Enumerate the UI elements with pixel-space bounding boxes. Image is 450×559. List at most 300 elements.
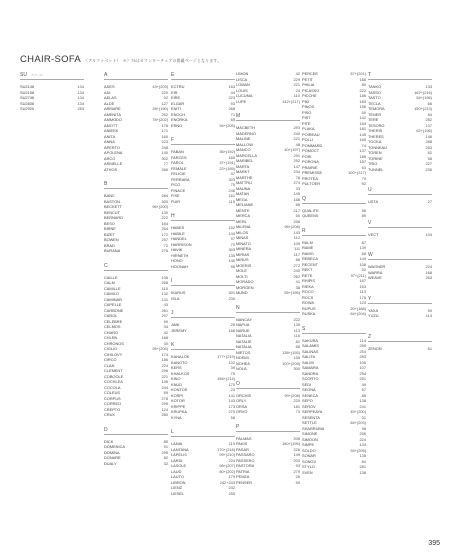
page-reference: 98	[361, 425, 366, 431]
product-name: ROCS	[302, 294, 314, 300]
page-reference: 222	[359, 87, 366, 93]
product-name: FUIR	[171, 198, 181, 204]
page-reference: 284	[161, 193, 168, 198]
product-name: KYNA	[171, 414, 182, 420]
page-reference: 25	[230, 322, 235, 327]
product-name: YUZU	[368, 313, 379, 318]
page-reference: 150+(213)	[414, 106, 432, 111]
page-reference: 173	[228, 403, 235, 409]
product-name: EIRE	[171, 95, 181, 100]
product-name: TASTO	[368, 95, 381, 100]
product-name: AMMODO	[104, 117, 122, 122]
product-name: BASTON	[104, 198, 120, 204]
page-reference: 178	[161, 122, 168, 128]
page-reference: 44	[230, 89, 235, 95]
product-name: YAXA	[368, 307, 379, 313]
index-section	[104, 71, 168, 172]
page-reference: 20+(188)	[350, 305, 366, 311]
page-reference: 91	[163, 444, 168, 449]
product-name: SU2920	[20, 106, 35, 111]
product-name: PENSER	[236, 479, 252, 485]
product-name: SALAMIS	[302, 343, 319, 348]
page-reference: 28+(190)	[152, 106, 168, 111]
page-reference: 144	[228, 230, 235, 236]
product-name: TEMORA	[368, 106, 385, 111]
page-reference: 264	[161, 226, 168, 231]
page-reference: 76	[295, 174, 300, 180]
section-letter-heading: C	[104, 262, 168, 271]
page-reference: 139	[359, 245, 366, 250]
index-section	[368, 219, 432, 238]
index-column-5	[302, 71, 366, 475]
product-name: PRAIRIE	[302, 164, 318, 170]
section-letter-heading: M	[236, 112, 300, 121]
page-reference: 132	[161, 291, 168, 296]
page-reference: 63	[361, 164, 366, 170]
index-entry	[368, 199, 432, 205]
page-reference: 299	[161, 401, 168, 406]
page-reference: 37+(191)	[219, 160, 235, 165]
index-section	[171, 309, 235, 333]
page-reference: 36+(192)	[219, 149, 235, 154]
product-name: ADI	[104, 89, 111, 95]
section-letter-heading: R	[302, 227, 366, 236]
product-name: CAPELLE	[104, 302, 122, 307]
page-reference: 107	[359, 365, 366, 370]
product-name: MIRIAS	[236, 251, 250, 257]
product-name: KOTOR	[171, 398, 185, 403]
product-name: LISCA	[236, 76, 248, 82]
product-name: FERRARA	[171, 176, 190, 182]
page-reference: 136+(193)	[282, 349, 300, 355]
product-name: TOCKA	[368, 139, 382, 144]
page-reference: 186	[359, 76, 366, 82]
product-name: ORVO	[236, 409, 248, 414]
page-reference: 110	[293, 93, 300, 98]
product-name: MALLOW	[236, 141, 253, 147]
page-reference: 47	[230, 171, 235, 176]
product-name: MEGA	[236, 196, 248, 202]
product-name: PREMISSE	[302, 170, 323, 175]
page-reference: 223	[161, 139, 168, 144]
product-name: CAILLE	[104, 274, 118, 280]
index-entry	[236, 366, 300, 372]
product-name: COBOOLE	[104, 373, 124, 379]
page-reference: 57	[361, 387, 366, 392]
page-reference: 77	[163, 161, 168, 166]
page-reference: 127	[161, 100, 168, 106]
product-name: CIGLIO	[104, 346, 118, 351]
page-reference: 283	[77, 106, 84, 111]
page-reference: 181	[293, 403, 300, 409]
index-section	[368, 333, 432, 352]
page-reference: 71	[230, 111, 235, 117]
section-letter-heading: E	[171, 71, 235, 80]
product-name: REKT	[302, 267, 313, 272]
product-name: FELICIE	[171, 171, 186, 176]
product-name: MOLTI	[236, 273, 248, 279]
product-name: PICCHE	[302, 93, 317, 98]
page-reference: 144	[359, 256, 366, 261]
page-reference: 134	[77, 100, 84, 106]
page-reference: 80+(202)	[219, 468, 235, 474]
page-reference: 223	[228, 95, 235, 100]
index-entry	[236, 480, 300, 486]
index-section	[302, 325, 366, 476]
product-name: PIST	[302, 115, 311, 120]
page-reference: 186	[359, 93, 366, 98]
section-letter-heading: SU スツール	[20, 71, 84, 80]
product-name: SIMOON	[302, 436, 318, 442]
page-reference: 254	[359, 348, 366, 354]
product-name: PORONA	[302, 159, 319, 164]
product-name: PITE	[302, 120, 311, 126]
page-reference: 256	[359, 431, 366, 436]
product-name: PALMAS	[236, 435, 252, 441]
subtitle-text: （アルファベット） ※）75はカウンターチェアの掲載ページとなります。	[84, 59, 222, 63]
product-name: CIRCO	[104, 357, 117, 362]
page-reference: 181	[359, 126, 366, 131]
product-name: ERNO	[171, 122, 183, 128]
page-number: 395	[428, 540, 440, 547]
product-name: BIZET	[104, 231, 116, 237]
product-name: APOLENA	[104, 150, 123, 155]
product-name: PAKIS	[236, 441, 248, 446]
page-reference: 78+(202)	[152, 117, 168, 122]
page-reference: 230	[228, 295, 235, 301]
product-name: MORGEN	[236, 284, 254, 290]
index-entry	[171, 415, 235, 421]
page-reference: 89	[361, 213, 366, 218]
page-reference: 64+(204)	[350, 311, 366, 316]
product-name: LIBRON	[171, 479, 186, 485]
product-name: APERTO	[104, 144, 120, 150]
page-reference: 203	[293, 457, 300, 463]
page-reference: 114	[359, 337, 366, 343]
page-reference: 70	[230, 182, 235, 187]
product-name: RUPUS	[302, 305, 316, 311]
product-name: SESENTA	[302, 414, 320, 420]
product-name: KERS	[171, 365, 182, 370]
product-name: WARRA	[368, 269, 383, 275]
product-name: QUALITE	[302, 207, 319, 213]
page-reference: 40+(197)	[284, 147, 300, 152]
page-reference: 174	[161, 351, 168, 357]
product-name: RAMO	[302, 250, 314, 256]
page-reference: 164	[161, 220, 168, 226]
page-reference: 130	[161, 209, 168, 215]
product-name: LOMAN	[236, 82, 250, 87]
product-name: BENCUT	[104, 209, 120, 215]
page-reference: 68	[361, 250, 366, 256]
index-entry	[368, 275, 432, 281]
page-reference: 224	[228, 457, 235, 463]
index-entry	[302, 311, 366, 317]
product-name: TORINE	[368, 155, 383, 161]
page-reference: 272	[293, 262, 300, 268]
page-reference: 172	[161, 231, 168, 237]
product-name: JEREMY	[171, 327, 187, 333]
product-name: RUSKA	[302, 311, 316, 316]
product-name: LAUD	[171, 468, 182, 474]
product-name: CRUX	[104, 412, 116, 417]
page-reference: 24	[295, 87, 300, 93]
product-name: MINATO	[236, 240, 251, 246]
page-reference: 110	[161, 285, 168, 291]
page-reference: 303	[228, 247, 235, 252]
page-reference: 175	[359, 294, 366, 300]
page-reference: 168	[425, 269, 432, 275]
page-reference: 161	[228, 193, 235, 198]
product-name: TUNNEL	[368, 166, 384, 172]
page-reference: 87	[361, 239, 366, 245]
page-reference: 111	[294, 246, 300, 251]
product-name: CAMILO	[104, 291, 119, 296]
product-name: POMMARD	[302, 142, 323, 148]
page-reference: 92	[361, 181, 366, 186]
page-reference: 224	[359, 436, 366, 442]
page-reference: 50	[361, 109, 366, 115]
page-reference: 104	[425, 231, 432, 237]
page-reference: 249	[293, 130, 300, 136]
index-entry	[104, 461, 168, 467]
page-reference: 99+(208)	[284, 392, 300, 398]
page-reference: 241	[359, 403, 366, 409]
product-name: SALMI	[302, 359, 314, 365]
page-reference: 41	[295, 279, 300, 284]
product-name: TASSO	[368, 89, 381, 95]
product-name: PETIT	[302, 76, 314, 82]
page-reference: 168	[228, 327, 235, 333]
section-subheading: スツール	[30, 73, 43, 77]
product-name: SERPEAYA	[302, 409, 323, 414]
product-name: SEPO	[302, 398, 313, 403]
product-name: SEROV	[302, 403, 316, 409]
product-name: SAKURA	[302, 337, 318, 343]
product-name: EIR	[171, 89, 178, 95]
index-entry	[171, 328, 235, 334]
product-name: ENITI	[171, 106, 181, 111]
product-name: MATTRU	[236, 180, 252, 185]
page-reference: 124	[359, 300, 366, 305]
section-letter-heading: A	[104, 71, 168, 80]
product-name: MUND	[236, 290, 248, 295]
page-reference: 232	[228, 485, 235, 490]
page-reference: 94+(205)	[350, 447, 366, 453]
page-reference: 160	[161, 133, 168, 139]
index-entry	[302, 470, 366, 476]
page-reference: 261	[161, 307, 168, 313]
product-name: HABILE	[171, 230, 185, 236]
product-name: ELGAR	[171, 100, 185, 106]
index-entry	[302, 181, 366, 187]
page-reference: 295	[359, 343, 366, 348]
index-section	[171, 212, 235, 269]
page-reference: 64+(203)	[350, 420, 366, 425]
product-name: PULTOER	[302, 181, 321, 186]
product-name: SANDRA	[302, 370, 319, 376]
page-reference: 94+(205)	[219, 122, 235, 128]
page-reference: 85	[163, 438, 168, 444]
page-reference: 156+(214)	[217, 376, 235, 381]
page-reference: 147	[293, 163, 300, 169]
page-reference: 251	[359, 376, 366, 381]
page-reference: 145	[293, 191, 300, 196]
page-reference: 268	[161, 280, 168, 285]
page-reference: 96+(200)	[152, 204, 168, 209]
page-reference: 81	[295, 338, 300, 344]
product-name: SCORTO	[302, 376, 319, 381]
index-column-4	[236, 71, 300, 485]
page-reference: 54+(196)	[416, 95, 432, 100]
product-name: ORCHIS	[236, 392, 252, 398]
index-section	[236, 71, 300, 104]
product-name: PASAR	[236, 446, 249, 452]
index-column-2	[104, 71, 168, 466]
product-name: SU2146	[20, 84, 35, 89]
page-reference: 79	[361, 175, 366, 181]
page-reference: 300	[161, 198, 168, 204]
page-reference: 22+(189)	[219, 165, 235, 171]
page-reference: 297	[161, 313, 168, 318]
index-section	[171, 136, 235, 204]
product-name: CHRONOS	[104, 340, 124, 346]
product-name: BERNARD	[104, 215, 124, 220]
index-section	[104, 426, 168, 467]
product-name: TESORO	[368, 122, 385, 128]
page-reference: 222	[161, 215, 168, 220]
page-reference: 62+(196)	[416, 128, 432, 133]
page-reference: 163	[228, 84, 235, 89]
product-name: PINOS	[302, 104, 315, 109]
page-reference: 84	[361, 458, 366, 464]
index-section	[104, 262, 168, 418]
page-reference: 139	[293, 322, 300, 327]
product-name: PORI	[302, 153, 312, 159]
page-reference: 61	[427, 345, 432, 351]
page-reference: 278	[161, 395, 168, 401]
product-name: KANOTO	[171, 359, 188, 365]
index-entry	[171, 123, 235, 129]
page-reference: 70	[230, 241, 235, 247]
section-letter-heading: N	[236, 304, 300, 313]
page-reference: 226	[293, 446, 300, 452]
page-reference: 206	[293, 435, 300, 441]
page-reference: 74	[361, 142, 366, 148]
product-name: PLAKA	[302, 126, 315, 131]
page-reference: 283	[359, 354, 366, 359]
product-name: BRAD	[104, 242, 115, 248]
product-name: TONNEAU	[368, 144, 387, 150]
product-name: AELAS	[104, 95, 117, 100]
product-name: MARIBEL	[236, 158, 254, 163]
product-name: PEMZA	[236, 474, 250, 479]
product-name: SIMONE	[302, 431, 318, 436]
page-reference: 49	[361, 381, 366, 387]
page-reference: 95	[230, 263, 235, 269]
page-reference: 234	[293, 169, 300, 174]
page-reference: 140	[161, 150, 168, 155]
index-section	[171, 428, 235, 496]
product-name: KONTOS	[171, 387, 188, 392]
product-name: SVEN	[302, 469, 313, 475]
page-reference: 156	[359, 104, 366, 109]
page-reference: 167	[359, 278, 366, 283]
product-name: BANC	[104, 193, 115, 198]
page-reference: 43	[163, 302, 168, 307]
product-name: JANI	[171, 322, 180, 327]
page-reference: 255	[228, 490, 235, 496]
page-reference: 222	[293, 316, 300, 322]
product-name: ADES	[104, 84, 115, 89]
page-reference: 131	[161, 296, 168, 302]
index-column-1	[20, 71, 84, 112]
page-reference: 69	[163, 390, 168, 395]
product-name: PICASSO	[302, 87, 320, 93]
product-name: BECKETT	[104, 204, 122, 209]
index-entry	[104, 248, 168, 254]
index-column-6	[368, 71, 432, 351]
page-reference: 143	[293, 229, 300, 235]
product-name: AMENITA	[104, 111, 122, 117]
page-reference: 50	[295, 213, 300, 218]
page-reference: 66	[427, 100, 432, 106]
product-name: LIENZ	[171, 485, 183, 490]
section-letter-heading: J	[171, 309, 235, 318]
page-reference: 93	[230, 100, 235, 106]
page-reference: 112	[293, 235, 300, 240]
page-reference: 38	[295, 284, 300, 290]
product-name: FICO	[171, 182, 181, 187]
index-section	[171, 71, 235, 128]
section-letter-heading: Z	[368, 333, 432, 342]
product-name: SETTLE	[302, 420, 317, 425]
page-reference: 113	[293, 327, 300, 333]
page-reference: 90	[163, 318, 168, 324]
product-name: KINO	[171, 376, 181, 381]
product-name: MARTHE	[236, 174, 253, 180]
product-name: QUEENS	[302, 213, 319, 218]
page-reference: 186	[161, 357, 168, 362]
product-name: DONARE	[104, 455, 121, 460]
page-reference: 55+(195)	[284, 290, 300, 295]
product-name: ECTRU	[171, 84, 185, 89]
product-name: ZENON	[368, 345, 382, 351]
product-name: SAMARA	[302, 365, 319, 370]
index-entry	[20, 106, 84, 112]
product-name: KHALKOS	[171, 370, 190, 376]
section-letter-heading: L	[171, 428, 235, 437]
product-name: MATAN	[236, 191, 250, 196]
page-reference: 141	[228, 392, 235, 398]
product-name: PASSERO	[236, 457, 255, 463]
page-reference: 134	[77, 84, 84, 89]
section-letter-heading: K	[171, 341, 235, 350]
product-name: THERIS	[368, 128, 383, 133]
product-name: HOONAH	[171, 263, 189, 269]
product-name: ATHOS	[104, 166, 118, 172]
product-name: FARCES	[171, 154, 187, 160]
product-name: SENECA	[302, 392, 318, 398]
page-reference: 302	[161, 155, 168, 161]
page-reference: 73	[295, 409, 300, 414]
page-reference: 187	[359, 159, 366, 164]
title-text: CHAIR-SOFA	[20, 54, 82, 65]
product-name: NATALIA	[236, 333, 252, 338]
section-letter-heading: Q	[302, 195, 366, 204]
product-name: DUALY	[104, 460, 117, 466]
index-section	[236, 304, 300, 372]
